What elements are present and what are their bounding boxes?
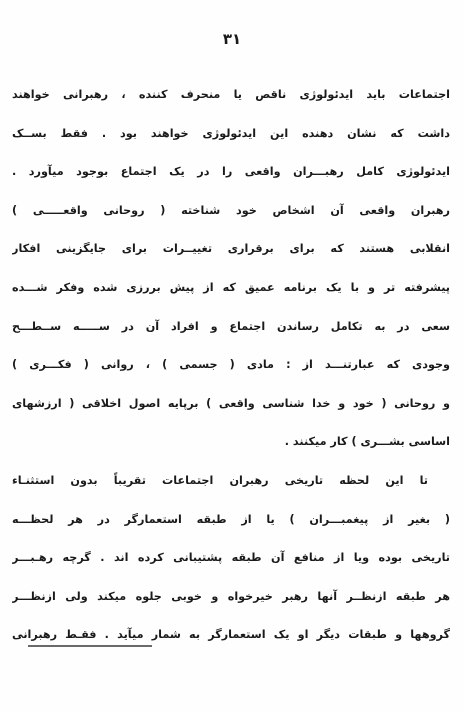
last-line-text: گروهها و طبقات دیگر او یک استعمارگر به شمار میآید . فقـط رهبرانی [12, 628, 450, 642]
text-line: و روحانی ( خود و خدا شناسی واقعی ) برپایه اصول اخلاقی ( ارزشهای [12, 396, 450, 410]
body-text [12, 84, 450, 663]
text-line: پیشرفته تر و با یک برنامه عمیق که از پیش بررزی شده وفکر شـــده [12, 280, 450, 294]
text-line: رهبران واقعی آن اشخاص خود شناخته ( روحانی واقعـــــی ) [12, 203, 450, 217]
text-line: هر طبقه ازنظــر آنها رهبر خیرخواه و خوبی جلوه میکند ولی ازنظـــر [12, 589, 450, 603]
text-line: داشت که نشان دهنده این ایدئولوژی خواهند بود . فقط بســک [12, 126, 450, 140]
paragraph-end-line: اساسی بشـــری ) کار میکنند . [284, 435, 450, 449]
text-line: ایدئولوژی کامل رهبـــران واقعی را در یک اجتماع بوجود میآورد . [12, 165, 450, 179]
text-line: سعی در به تکامل رساندن اجتماع و افراد آن در ســـــه ســطـــح [12, 319, 450, 333]
paragraph-start-line: تا این لحظه تاریخی رهبران اجتماعات تقریباً بدون استثنـاء [12, 473, 428, 487]
page-number: ۳۱ [222, 30, 242, 48]
text-line: وجودی که عبارتنـــد از : مادی ( جسمی ) ، روانی ( فکـــری ) [12, 358, 450, 372]
text-line: ( بغیر از پیغمبـــران ) یا از طبقه استعمارگر در هر لحظـــه [12, 512, 450, 526]
last-text-line [12, 624, 450, 663]
text-line: تاریخی بوده ویا از منافع آن طبقه پشتیبانی کرده اند . گرچه رهـبـــر [12, 551, 450, 565]
text-line: انقلابی هستند که برای برقراری تغییــرات برای جایگزینی افکار [12, 242, 450, 256]
handwritten-underline [28, 645, 152, 647]
text-line: اجتماعات باید ایدئولوژی ناقص یا منحرف کننده ، رهبرانی خواهند [12, 88, 450, 101]
